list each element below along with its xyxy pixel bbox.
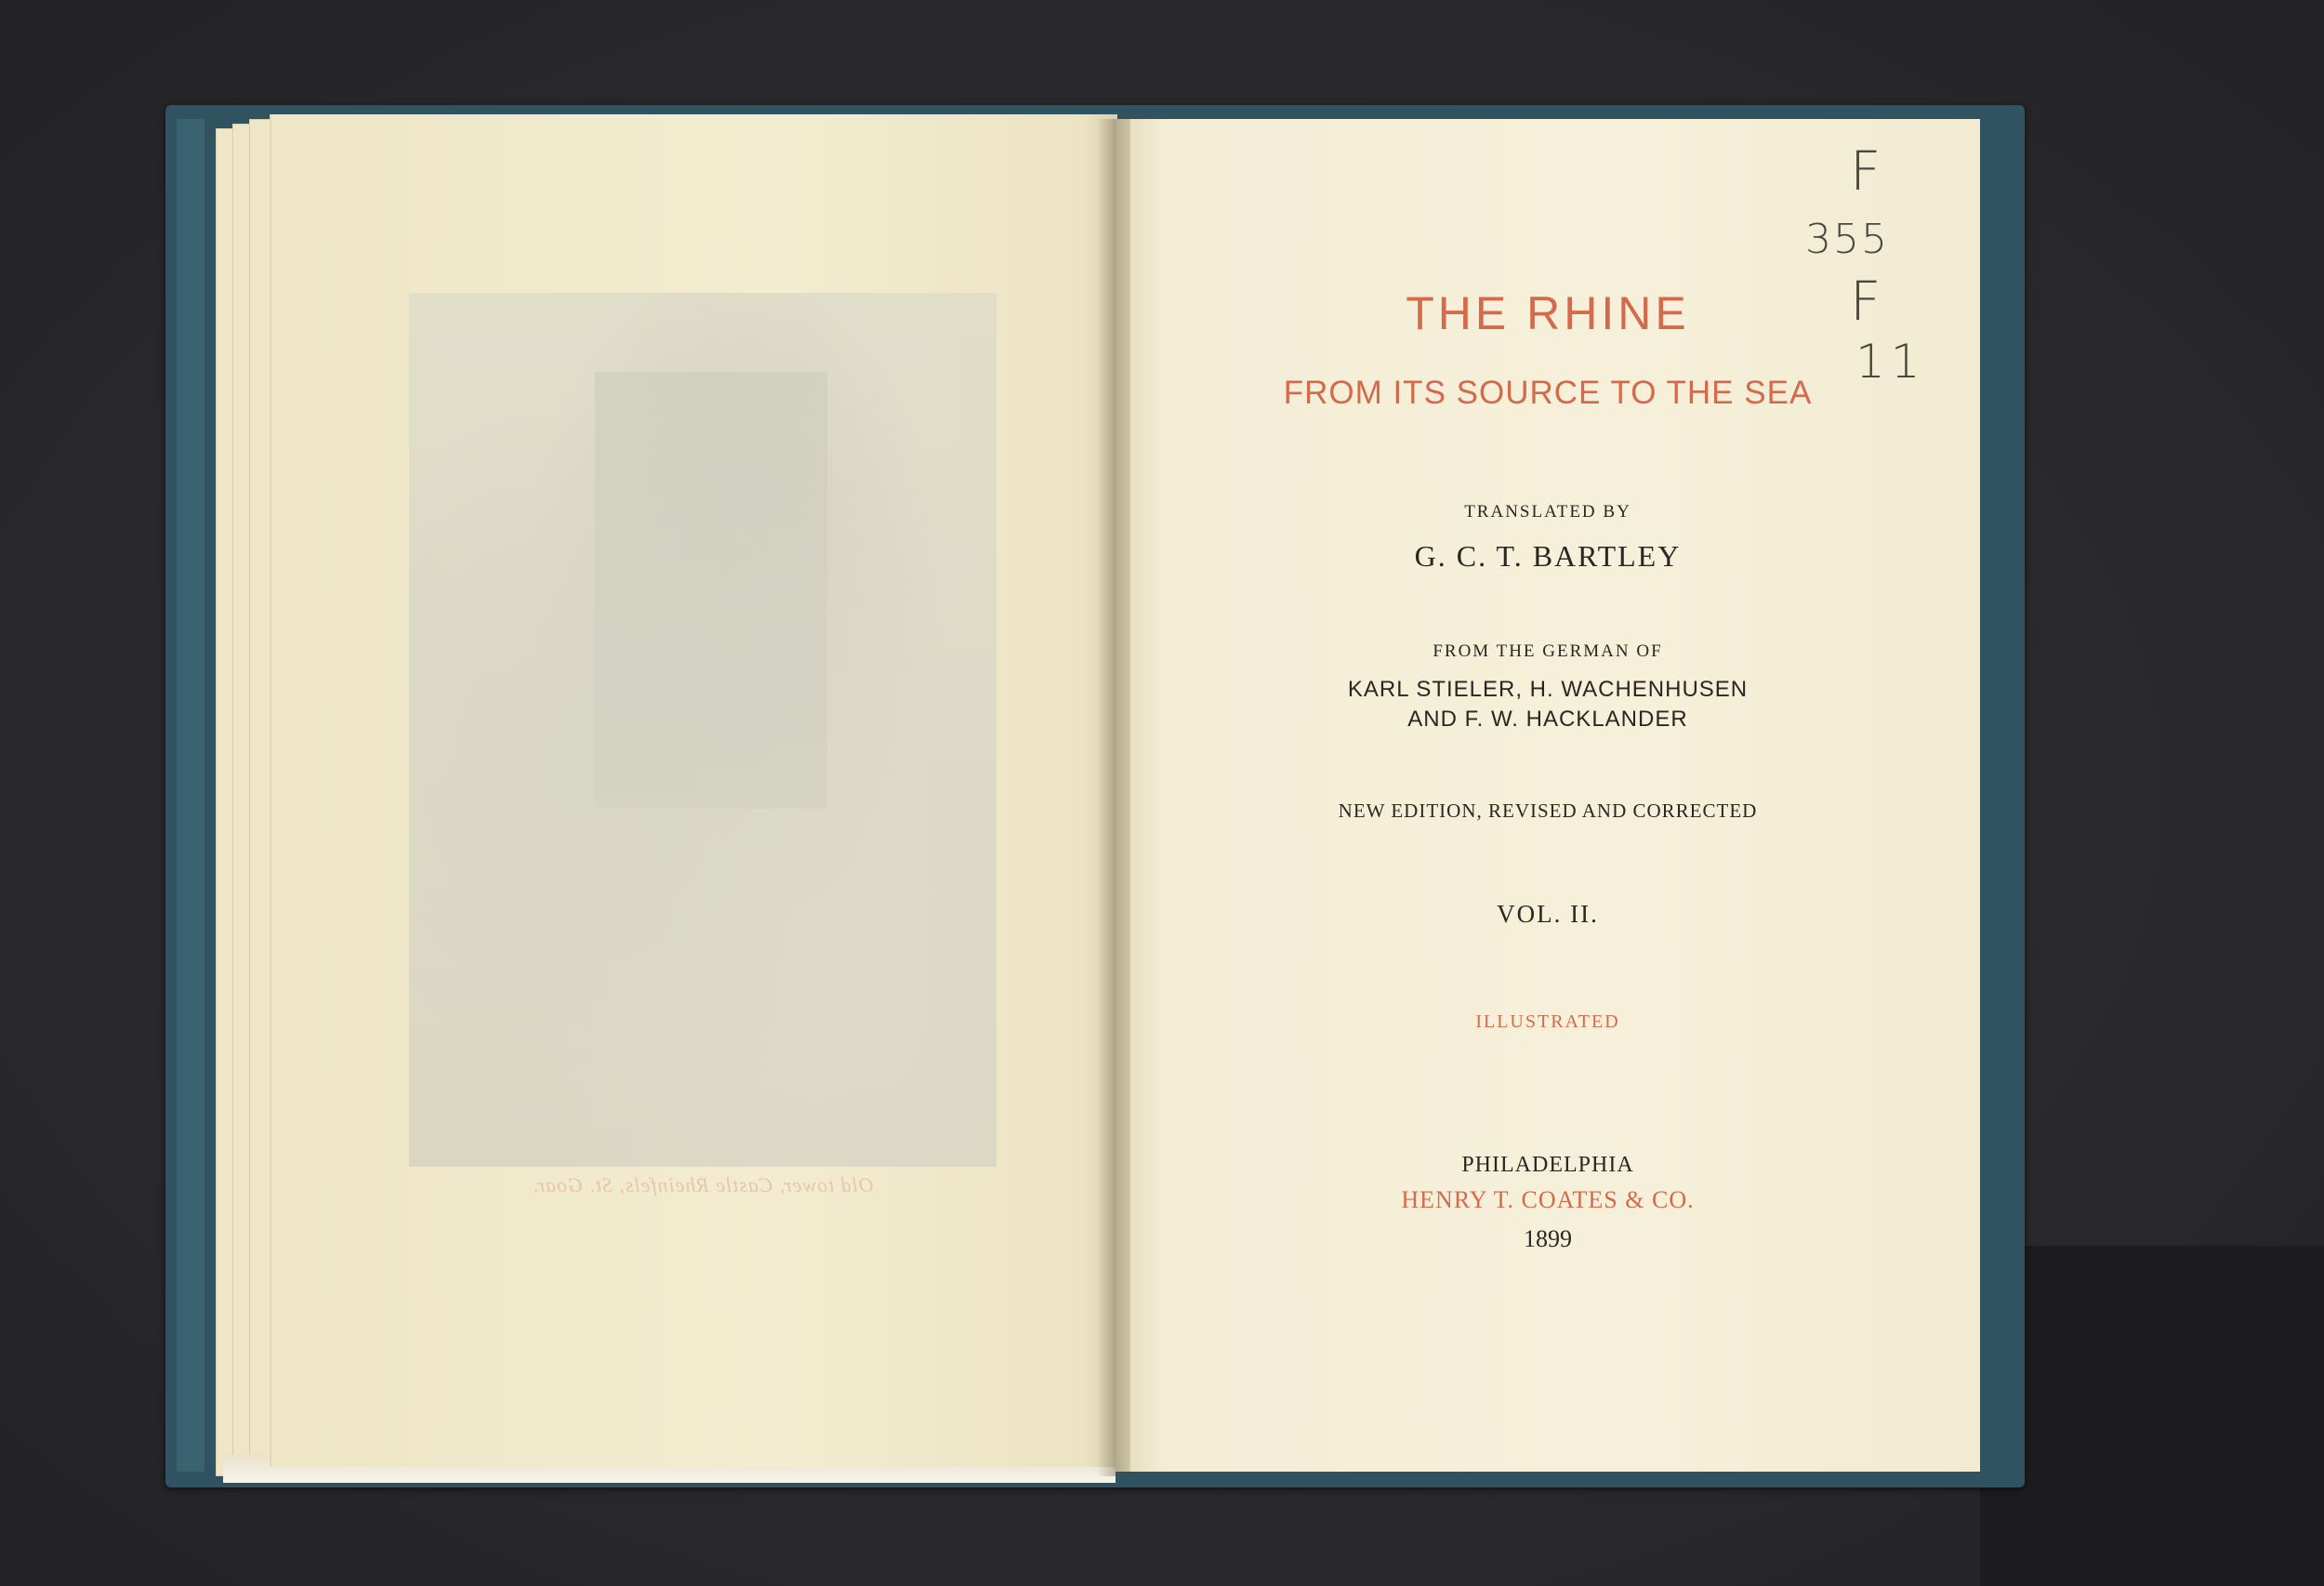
authors-line-2: AND F. W. HACKLANDER bbox=[1407, 707, 1688, 732]
from-german-label: FROM THE GERMAN OF bbox=[1433, 641, 1663, 661]
translator-name: G. C. T. BARTLEY bbox=[1414, 539, 1682, 573]
plate-tower-shape bbox=[595, 372, 827, 809]
book-title: THE RHINE bbox=[1406, 287, 1690, 339]
shadow bbox=[1980, 1246, 2324, 1586]
book-subtitle: FROM ITS SOURCE TO THE SEA bbox=[1283, 375, 1813, 411]
volume-number: VOL. II. bbox=[1497, 900, 1599, 928]
call-number-line-2: 355 bbox=[1805, 216, 1889, 263]
cover-spine-edge bbox=[177, 119, 205, 1472]
translated-by-label: TRANSLATED BY bbox=[1464, 502, 1631, 522]
edition-statement: NEW EDITION, REVISED AND CORRECTED bbox=[1338, 800, 1758, 822]
call-number-line-3: F bbox=[1850, 270, 1882, 333]
illustrated-label: ILLUSTRATED bbox=[1475, 1011, 1620, 1032]
publisher-name: HENRY T. COATES & CO. bbox=[1401, 1186, 1695, 1213]
publication-year: 1899 bbox=[1524, 1225, 1572, 1252]
publisher-city: PHILADELPHIA bbox=[1461, 1153, 1634, 1177]
call-number-line-1: F bbox=[1850, 139, 1882, 203]
call-number-line-4: 11 bbox=[1855, 335, 1926, 389]
plate-caption-mirrored: Old tower, Castle Rheinfels, St. Goar. bbox=[532, 1173, 874, 1196]
authors-line-1: KARL STIELER, H. WACHENHUSEN bbox=[1347, 677, 1749, 702]
